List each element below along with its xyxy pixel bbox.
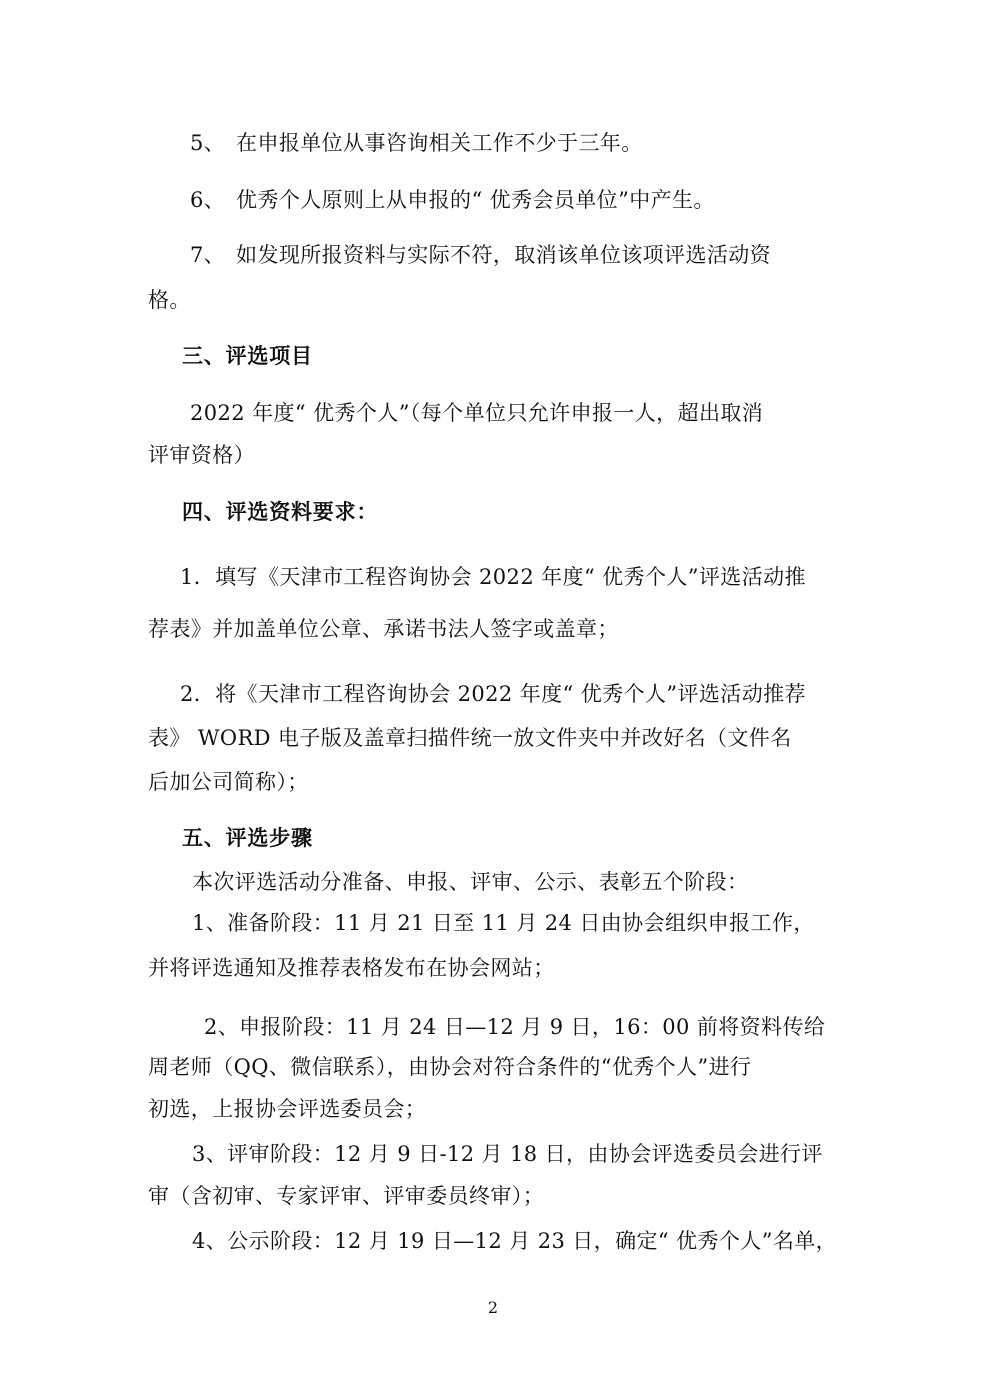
step-3-line-1: 3、评审阶段：12 月 9 日-12 月 18 日，由协会评选委员会进行评 [192,1142,823,1166]
requirement-1-line-1: 1．填写《天津市工程咨询协会 2022 年度“ 优秀个人”评选活动推 [180,565,806,589]
requirement-2-line-3: 后加公司简称）； [148,770,309,794]
item-7-line-2: 格。 [148,288,191,312]
step-3-line-2: 审（含初审、专家评审、评审委员终审）； [148,1184,545,1208]
requirement-2-line-1: 2．将《天津市工程咨询协会 2022 年度“ 优秀个人”评选活动推荐 [180,682,806,706]
steps-intro: 本次评选活动分准备、申报、评审、公示、表彰五个阶段： [192,870,749,894]
step-2-line-3: 初选，上报协会评选委员会； [148,1097,427,1121]
page-number: 2 [487,1298,499,1317]
item-7-line-1: 7、 如发现所报资料与实际不符，取消该单位该项评选活动资 [190,243,772,267]
step-4-line-1: 4、公示阶段：12 月 19 日—12 月 23 日，确定“ 优秀个人”名单， [192,1229,838,1253]
step-2-line-1: 2、申报阶段：11 月 24 日—12 月 9 日，16：00 前将资料传给 [204,1015,826,1039]
requirement-2-line-2: 表》 WORD 电子版及盖章扫描件统一放文件夹中并改好名（文件名 [148,726,792,750]
step-2-line-2: 周老师（QQ、微信联系），由协会对符合条件的“优秀个人”进行 [148,1055,752,1079]
section-heading-5: 五、评选步骤 [182,825,313,850]
requirement-1-line-2: 荐表》并加盖单位公章、承诺书法人签字或盖章； [148,617,619,641]
item-6-line-1: 6、 优秀个人原则上从申报的“ 优秀会员单位”中产生。 [190,188,715,212]
step-1-line-1: 1、准备阶段：11 月 21 日至 11 月 24 日由协会组织申报工作， [192,911,815,935]
section-heading-4: 四、评选资料要求： [182,499,379,524]
section-heading-3: 三、评选项目 [182,343,313,368]
project-line-1: 2022 年度“ 优秀个人”（每个单位只允许申报一人，超出取消 [190,401,764,425]
item-5-line-1: 5、 在申报单位从事咨询相关工作不少于三年。 [190,131,643,155]
project-line-2: 评审资格） [148,443,255,467]
step-1-line-2: 并将评选通知及推荐表格发布在协会网站； [148,956,555,980]
